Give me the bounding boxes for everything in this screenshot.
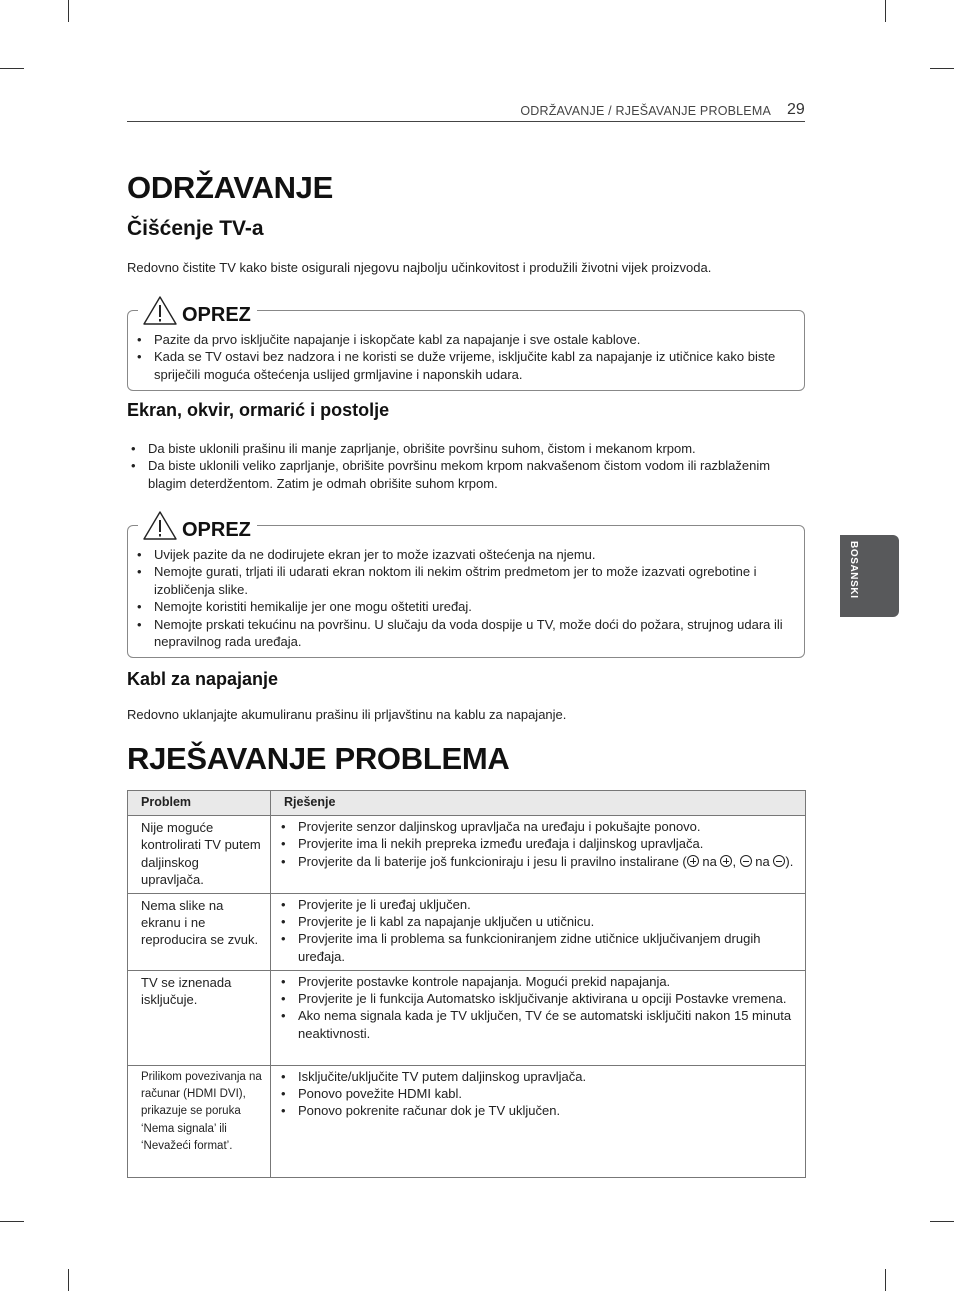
screen-care-list	[130, 440, 790, 492]
column-header-solution: Rješenje	[271, 791, 806, 816]
language-tab	[840, 535, 899, 617]
list-item: • Da biste uklonili veliko zaprljanje, obrišite površinu mekom krpom nakvašenom čistom vodom ili razblaženim blagim deterdžentom. Zatim je odmah obrišite suhom krpom.	[130, 457, 790, 492]
table-row	[128, 970, 806, 1065]
problem-cell: TV se iznenada isključuje.	[128, 970, 271, 1065]
power-cable-title: Kabl za napajanje	[127, 669, 279, 689]
cleaning-title: Čišćenje TV-a	[127, 217, 264, 240]
solution-list	[280, 896, 797, 966]
running-head: ODRŽAVANJE / RJEŠAVANJE PROBLEMA	[520, 104, 771, 118]
list-item: • Pazite da prvo isključite napajanje i iskopčate kabl za napajanje i sve ostale kablove.	[136, 331, 796, 348]
caution-header	[138, 510, 257, 540]
plus-symbol-icon	[687, 855, 699, 867]
list-item: • Nemojte koristiti hemikalije jer one mogu oštetiti uređaj.	[136, 598, 796, 615]
list-item: • Provjerite je li kabl za napajanje uključen u utičnicu.	[280, 913, 797, 930]
list-item: • Kada se TV ostavi bez nadzora i ne koristi se duže vrijeme, isključite kabl za napajanje iz utičnice kako biste spriječili moguća oštećenja uslijed grmljavine i naponskih udara.	[136, 348, 796, 383]
battery-text-c: ,	[732, 853, 740, 869]
crop-mark	[885, 0, 886, 22]
page-number: 29	[787, 101, 805, 118]
solution-list	[280, 818, 797, 870]
list-item: • Nemojte gurati, trljati ili udarati ekran noktom ili nekim oštrim predmetom jer to može izazvati ogrebotine i izobličenja slike.	[136, 563, 796, 598]
list-item: • Da biste uklonili prašinu ili manje zaprljanje, obrišite površinu suhom, čistom i mekanom krpom.	[130, 440, 790, 457]
solution-cell	[271, 816, 806, 894]
header-divider	[127, 121, 805, 122]
list-item: • Provjerite je li uređaj uključen.	[280, 896, 797, 913]
table-row	[128, 816, 806, 894]
battery-text-a: Provjerite da li baterije još funkcioniraju i jesu li pravilno instalirane (	[298, 853, 687, 869]
caution-list	[136, 331, 796, 383]
crop-mark	[0, 1221, 24, 1222]
plus-symbol-icon	[720, 855, 732, 867]
list-item: • Isključite/uključite TV putem daljinskog upravljača.	[280, 1068, 797, 1085]
solution-list	[280, 973, 797, 1043]
minus-symbol-icon	[740, 855, 752, 867]
list-item: • Provjerite ima li nekih prepreka između uređaja i daljinskog upravljača.	[280, 835, 797, 852]
list-item: • Provjerite postavke kontrole napajanja. Mogući prekid napajanja.	[280, 973, 797, 990]
battery-text-e: ).	[785, 853, 794, 869]
table-header-row	[128, 791, 806, 816]
solution-cell	[271, 1065, 806, 1177]
maintenance-title: ODRŽAVANJE	[127, 170, 333, 205]
list-item	[280, 853, 797, 870]
list-item: • Provjerite je li funkcija Automatsko isključivanje aktivirana u opciji Postavke vremena.	[280, 990, 797, 1007]
problem-cell: Prilikom povezivanja na računar (HDMI DVI), prikazuje se poruka ‘Nema signala’ ili ‘Nevažeći format’.	[128, 1065, 271, 1177]
warning-icon	[142, 295, 178, 325]
list-item: • Uvijek pazite da ne dodirujete ekran jer to može izazvati oštećenja na njemu.	[136, 546, 796, 563]
list-item: • Nemojte prskati tekućinu na površinu. U slučaju da voda dospije u TV, može doći do požara, strujnog udara ili nepravilnog rada uređaja.	[136, 616, 796, 651]
power-cable-text: Redovno uklanjajte akumuliranu prašinu ili prljavštinu na kablu za napajanje.	[127, 707, 567, 722]
crop-mark	[68, 0, 69, 22]
caution-list	[136, 546, 796, 650]
crop-mark	[0, 68, 24, 69]
crop-mark	[68, 1269, 69, 1291]
list-item: • Ponovo povežite HDMI kabl.	[280, 1085, 797, 1102]
column-header-problem: Problem	[128, 791, 271, 816]
list-item: • Provjerite senzor daljinskog upravljača na uređaju i pokušajte ponovo.	[280, 818, 797, 835]
warning-icon	[142, 510, 178, 540]
table-row	[128, 1065, 806, 1177]
cleaning-text: Redovno čistite TV kako biste osigurali njegovu najbolju učinkovitost i produžili životni vijek proizvoda.	[127, 260, 712, 275]
screen-care-title: Ekran, okvir, ormarić i postolje	[127, 400, 390, 420]
troubleshooting-table	[127, 790, 806, 1178]
battery-text-b: na	[698, 853, 721, 869]
solution-cell	[271, 970, 806, 1065]
crop-mark	[930, 1221, 954, 1222]
table-row	[128, 893, 806, 970]
caution-label: OPREZ	[182, 304, 251, 326]
list-item: • Provjerite ima li problema sa funkcioniranjem zidne utičnice uključivanjem drugih uređaja.	[280, 930, 797, 965]
solution-list	[280, 1068, 797, 1120]
solution-cell	[271, 893, 806, 970]
list-item: • Ako nema signala kada je TV uključen, TV će se automatski isključiti nakon 15 minuta neaktivnosti.	[280, 1007, 797, 1042]
minus-symbol-icon	[773, 855, 785, 867]
crop-mark	[885, 1269, 886, 1291]
problem-cell: Nije moguće kontrolirati TV putem daljinskog upravljača.	[128, 816, 271, 894]
problem-cell: Nema slike na ekranu i ne reproducira se zvuk.	[128, 893, 271, 970]
battery-text-d: na	[751, 853, 774, 869]
caution-label: OPREZ	[182, 519, 251, 541]
caution-header	[138, 295, 257, 325]
list-item: • Ponovo pokrenite računar dok je TV uključen.	[280, 1102, 797, 1119]
caution-box	[127, 519, 805, 658]
language-tab-label: BOSANSKI	[848, 541, 859, 599]
troubleshooting-title: RJEŠAVANJE PROBLEMA	[127, 741, 510, 776]
crop-mark	[930, 68, 954, 69]
caution-box	[127, 304, 805, 391]
